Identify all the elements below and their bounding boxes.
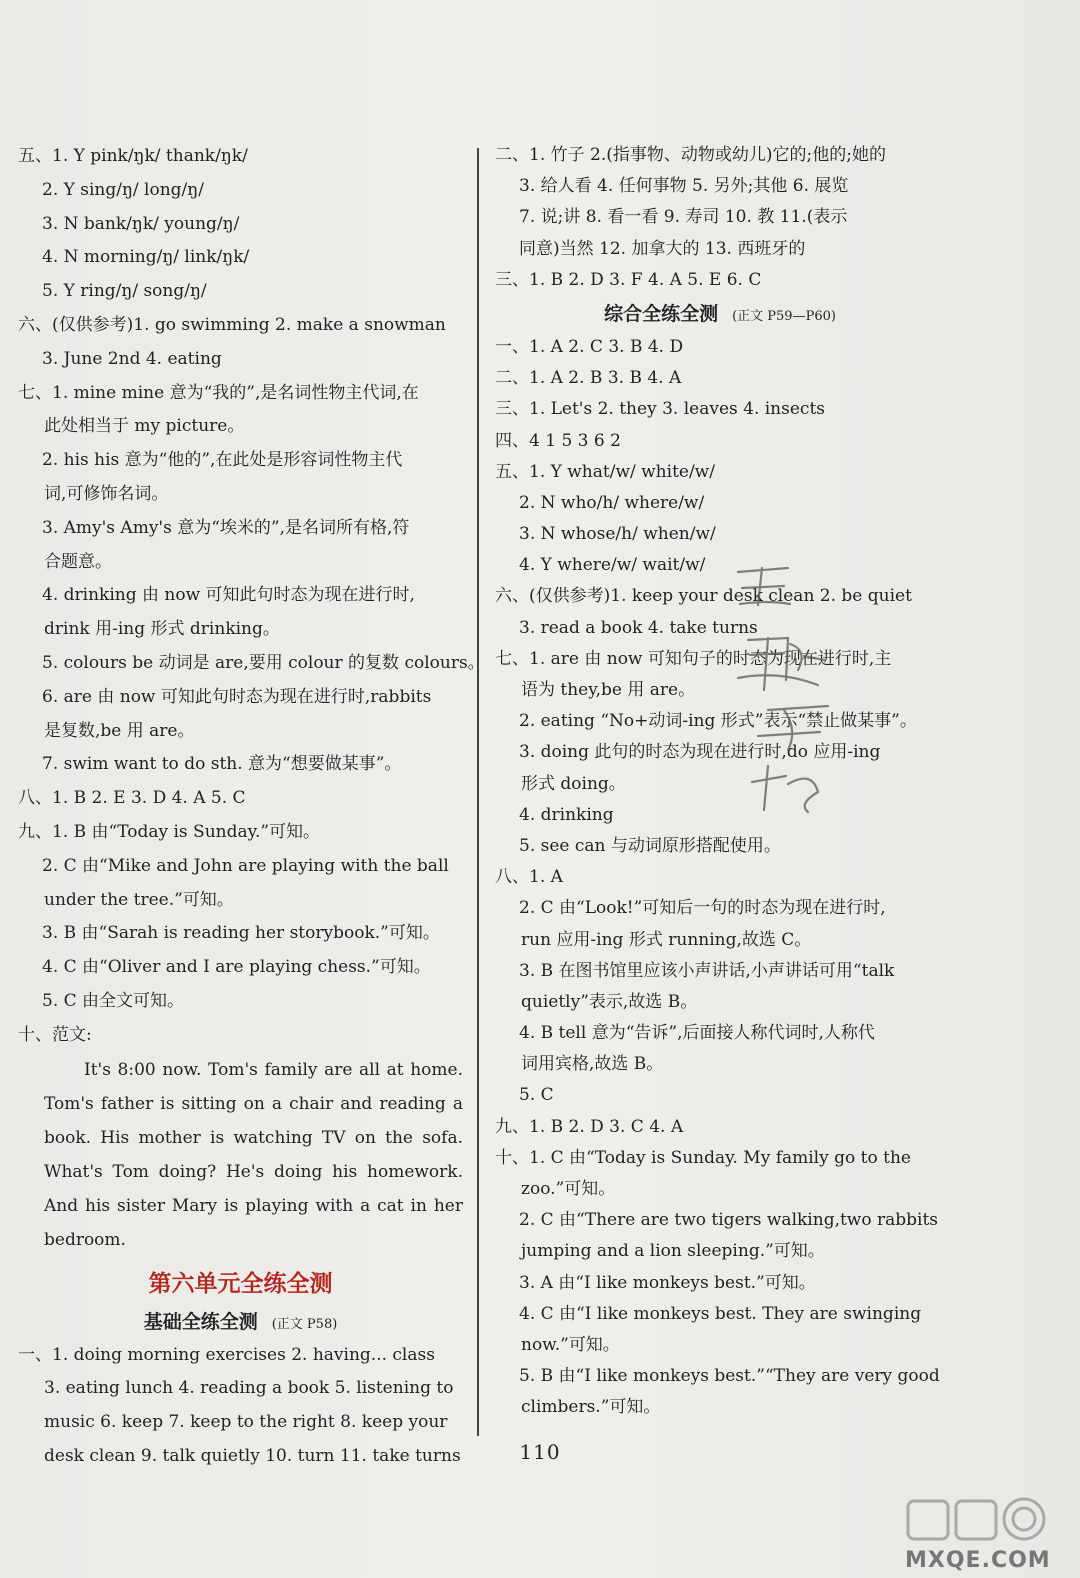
answer-line: desk clean 9. talk quietly 10. turn 11. take turns xyxy=(44,1445,461,1466)
answer-line: 二、1. A 2. B 3. B 4. A xyxy=(495,368,682,389)
section-subtitle-text: 综合全练全测 xyxy=(604,302,719,325)
answer-line: 3. doing 此句的时态为现在进行时,do 应用-ing xyxy=(519,742,881,763)
answer-line: 形式 doing。 xyxy=(521,773,626,794)
answer-line: 三、1. B 2. D 3. F 4. A 5. E 6. C xyxy=(495,269,762,290)
answer-line: 5. C 由全文可知。 xyxy=(42,990,185,1011)
answer-line: climbers.”可知。 xyxy=(521,1397,661,1418)
answer-line: run 应用-ing 形式 running,故选 C。 xyxy=(521,929,812,950)
answer-line: 3. A 由“I like monkeys best.”可知。 xyxy=(519,1272,816,1293)
answer-line: 5. C xyxy=(519,1085,554,1106)
answer-line: drink 用-ing 形式 drinking。 xyxy=(44,619,280,640)
answer-line: 词,可修饰名词。 xyxy=(44,483,169,504)
answer-line: 七、1. are 由 now 可知句子的时态为现在进行时,主 xyxy=(495,648,892,669)
answer-line: 一、1. doing morning exercises 2. having... class xyxy=(18,1344,435,1365)
answer-line: 4. C 由“Oliver and I are playing chess.”可知。 xyxy=(42,957,431,978)
answer-line: 语为 they,be 用 are。 xyxy=(521,680,696,700)
answer-line: 4. drinking 由 now 可知此句时态为现在进行时, xyxy=(42,585,415,606)
answer-line: 3. N bank/ŋk/ young/ŋ/ xyxy=(42,213,240,234)
answer-line: quietly”表示,故选 B。 xyxy=(521,991,698,1012)
answer-line: 4. drinking xyxy=(519,804,614,825)
answer-line: 七、1. mine mine 意为“我的”,是名词性物主代词,在 xyxy=(18,382,419,403)
answer-line: music 6. keep 7. keep to the right 8. keep your xyxy=(44,1412,448,1433)
answer-line: 2. C 由“Mike and John are playing with the ball xyxy=(42,855,449,876)
answer-line: now.”可知。 xyxy=(521,1334,620,1355)
answer-line: 一、1. A 2. C 3. B 4. D xyxy=(495,336,684,357)
answer-line: 八、1. B 2. E 3. D 4. A 5. C xyxy=(18,788,246,809)
page-ref-note: (正文 P59—P60) xyxy=(732,308,836,324)
page-number: 110 xyxy=(519,1440,561,1464)
answer-line: 3. June 2nd 4. eating xyxy=(42,348,222,369)
answer-line: 五、1. Y what/w/ white/w/ xyxy=(495,461,715,482)
answer-line: 5. B 由“I like monkeys best.”“They are very good xyxy=(519,1366,940,1387)
answer-line: 7. swim want to do sth. 意为“想要做某事”。 xyxy=(42,754,402,775)
pencil-scribble-icon xyxy=(728,560,848,820)
answer-line: 6. are 由 now 可知此句时态为现在进行时,rabbits xyxy=(42,686,432,707)
answer-line: 五、1. Y pink/ŋk/ thank/ŋk/ xyxy=(18,146,248,166)
answer-line: zoo.”可知。 xyxy=(521,1179,616,1199)
answer-line: 4. B tell 意为“告诉”,后面接人称代词时,人称代 xyxy=(519,1023,875,1044)
answer-line: 同意)当然 12. 加拿大的 13. 西班牙的 xyxy=(519,238,806,259)
answer-line: 十、范文: xyxy=(18,1024,92,1045)
answer-line: 2. C 由“There are two tigers walking,two rabbits xyxy=(519,1210,939,1231)
answer-line: 九、1. B 2. D 3. C 4. A xyxy=(495,1116,684,1137)
answer-line: 三、1. Let's 2. they 3. leaves 4. insects xyxy=(495,399,825,420)
answer-line: 词用宾格,故选 B。 xyxy=(521,1054,664,1075)
right-column xyxy=(495,140,945,1424)
answer-line: 7. 说;讲 8. 看一看 9. 寿司 10. 教 11.(表示 xyxy=(519,207,848,228)
page-ref-note: (正文 P58) xyxy=(271,1316,338,1332)
answer-line: 是复数,be 用 are。 xyxy=(44,720,195,741)
answer-line: 5. Y ring/ŋ/ song/ŋ/ xyxy=(42,281,207,302)
answer-line: jumping and a lion sleeping.”可知。 xyxy=(521,1241,825,1262)
answer-line: under the tree.”可知。 xyxy=(44,889,234,910)
answer-line: 2. C 由“Look!”可知后一句的时态为现在进行时, xyxy=(519,898,886,919)
answer-line: 此处相当于 my picture。 xyxy=(44,416,245,437)
left-column xyxy=(18,140,485,1474)
answer-line: 3. eating lunch 4. reading a book 5. listening to xyxy=(44,1378,454,1399)
answer-line: 2. N who/h/ where/w/ xyxy=(519,492,705,513)
watermark-url: MXQE.COM xyxy=(905,1548,1051,1573)
model-essay-text: It's 8:00 now. Tom's family are all at home. Tom's father is sitting on a chair and reading a book. His mother is watching TV on the sofa. What's Tom doing? He's doing his homework. And his sister Mary is playing with a cat in her bedroom. xyxy=(44,1059,463,1250)
answer-line: 3. B 在图书馆里应该小声讲话,小声讲话可用“talk xyxy=(519,960,895,981)
answer-line: 2. his his 意为“他的”,在此处是形容词性物主代 xyxy=(42,450,403,471)
answer-line: 九、1. B 由“Today is Sunday.”可知。 xyxy=(18,821,321,842)
section-subtitle-text: 基础全练全测 xyxy=(143,1310,258,1333)
answer-line: 四、4 1 5 3 6 2 xyxy=(495,430,621,451)
answer-line: 3. read a book 4. take turns xyxy=(519,617,758,638)
answer-line: 4. Y where/w/ wait/w/ xyxy=(519,555,706,576)
answer-line: 十、1. C 由“Today is Sunday. My family go to the xyxy=(495,1147,911,1168)
answer-line: 4. C 由“I like monkeys best. They are swinging xyxy=(519,1303,922,1324)
unit-title: 第六单元全练全测 xyxy=(148,1269,333,1297)
answer-line: 5. colours be 动词是 are,要用 colour 的复数 colours。 xyxy=(42,652,485,673)
answer-line: 3. 给人看 4. 任何事物 5. 另外;其他 6. 展览 xyxy=(519,176,849,197)
answer-line: 六、(仅供参考)1. go swimming 2. make a snowman xyxy=(18,314,446,335)
answer-line: 二、1. 竹子 2.(指事物、动物或幼儿)它的;他的;她的 xyxy=(495,145,886,165)
answer-line: 八、1. A xyxy=(495,867,563,888)
section-subtitle xyxy=(18,1305,463,1339)
answer-line: 5. see can 与动词原形搭配使用。 xyxy=(519,835,781,856)
model-essay xyxy=(18,1053,463,1257)
answer-line: 3. B 由“Sarah is reading her storybook.”可知。 xyxy=(42,923,440,944)
answer-line: 3. Amy's Amy's 意为“埃米的”,是名词所有格,符 xyxy=(42,517,410,538)
answer-line: 3. N whose/h/ when/w/ xyxy=(519,524,716,545)
answer-line: 4. N morning/ŋ/ link/ŋk/ xyxy=(42,247,250,268)
section-subtitle xyxy=(495,296,945,332)
answer-line: 六、(仅供参考)1. keep your desk clean 2. be quiet xyxy=(495,586,912,607)
answer-line: 2. Y sing/ŋ/ long/ŋ/ xyxy=(42,179,204,200)
answer-line: 合题意。 xyxy=(44,551,112,572)
column-divider xyxy=(477,148,479,1436)
answer-line: 2. eating “No+动词-ing 形式”表示“禁止做某事”。 xyxy=(519,711,917,732)
